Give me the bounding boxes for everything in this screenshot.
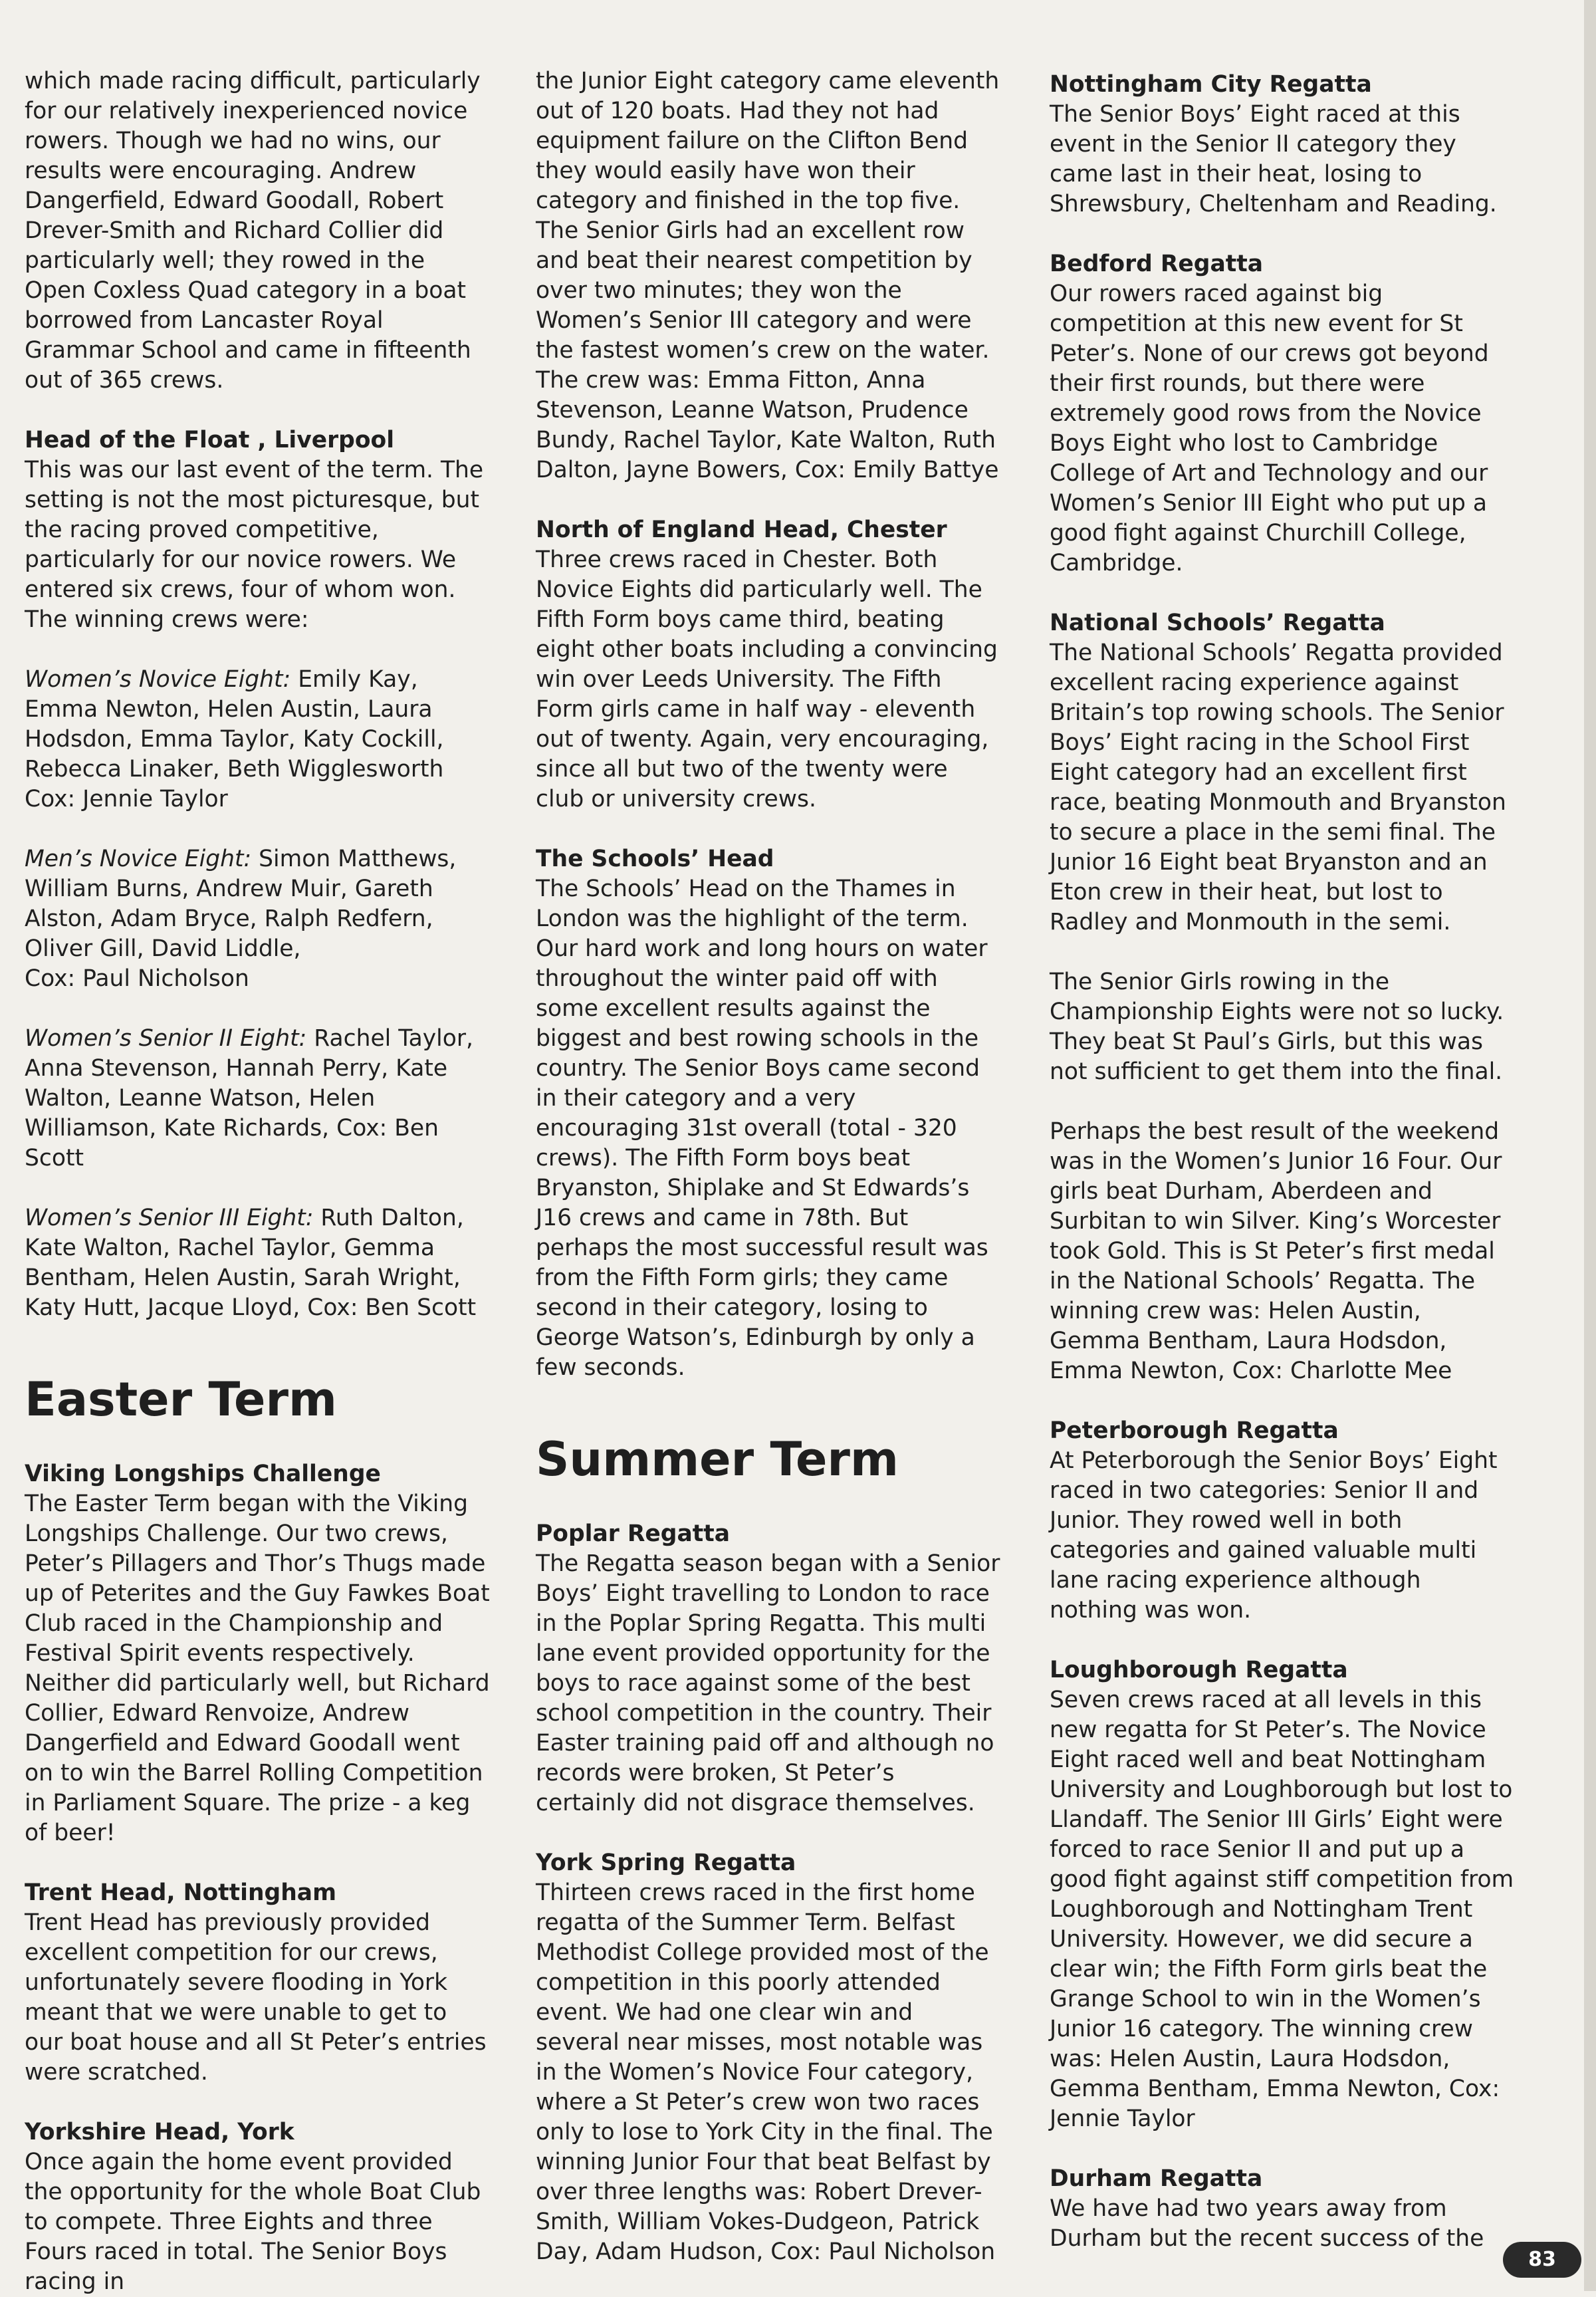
section-heading: Loughborough Regatta xyxy=(1050,1657,1348,1683)
paragraph: At Peterborough the Senior Boys’ Eight raced in two categories: Senior II and Junior. They rowed well in both categories and gained valuable multi lane racing experience although nothing was won. xyxy=(1050,1447,1498,1624)
crew-names: Simon Matthews, William Burns, Andrew Muir, Gareth Alston, Adam Bryce, Ralph Redfern, Oliver Gill, David Liddle, xyxy=(25,846,457,962)
paragraph: The Regatta season began with a Senior Boys’ Eight travelling to London to race in the Poplar Spring Regatta. This multi lane event provided opportunity for the boys to race against some of the best school competition in the country. Their Easter training paid off and although no records were broken, St Peter’s certainly did not disgrace themselves. xyxy=(536,1550,1000,1816)
paragraph: Once again the home event provided the opportunity for the whole Boat Club to compete. Three Eights and three Fours raced in total. The Senior Boys racing in xyxy=(25,2149,481,2295)
crew-label: Women’s Senior II Eight: xyxy=(25,1025,307,1052)
crew-cox: Cox: Paul Nicholson xyxy=(25,965,249,992)
crew-entry xyxy=(25,1024,490,1173)
section-heading: Viking Longships Challenge xyxy=(25,1461,381,1487)
crew-cox: Cox: Jennie Taylor xyxy=(25,786,228,812)
paragraph: The Easter Term began with the Viking Longships Challenge. Our two crews, Peter’s Pillagers and Thor’s Thugs made up of Peterites and the Guy Fawkes Boat Club raced in the Championship and Festival Spirit events respectively. Neither did particularly well, but Richard Collier, Edward Renvoize, Andrew Dangerfield and Edward Goodall went on to win the Barrel Rolling Competition in Parliament Square. The prize - a keg of beer! xyxy=(25,1491,490,1846)
paragraph: The Senior Girls rowing in the Championship Eights were not so lucky. They beat St Paul’s Girls, but this was not sufficient to get them into the final. xyxy=(1050,969,1504,1085)
column-right xyxy=(1050,70,1515,2254)
paragraph: Perhaps the best result of the weekend was in the Women’s Junior 16 Four. Our girls beat Durham, Aberdeen and Surbitan to win Silver. King’s Worcester took Gold. This is St Peter’s first medal in the National Schools’ Regatta. The winning crew was: Helen Austin, Gemma Bentham, Laura Hodsdon, Emma Newton, Cox: Charlotte Mee xyxy=(1050,1118,1502,1384)
paragraph: The Schools’ Head on the Thames in London was the highlight of the term. Our hard work and long hours on water throughout the winter paid off with some excellent results against the biggest and best rowing schools in the country. The Senior Boys came second in their category and a very encouraging 31st overall (total - 320 crews). The Fifth Form boys beat Bryanston, Shiplake and St Edwards’s J16 crews and came in 78th. But perhaps the most successful result was from the Fifth Form girls; they came second in their category, losing to George Watson’s, Edinburgh by only a few seconds. xyxy=(536,876,988,1381)
section-heading: Bedford Regatta xyxy=(1050,251,1264,277)
crew-label: Women’s Novice Eight: xyxy=(25,666,291,693)
section-heading: York Spring Regatta xyxy=(536,1850,796,1876)
crew-label: Women’s Senior III Eight: xyxy=(25,1205,314,1231)
section-heading: Yorkshire Head, York xyxy=(25,2119,294,2145)
crew-names: Emily Kay, Emma Newton, Helen Austin, Laura Hodsdon, Emma Taylor, Katy Cockill, Rebecca Linaker, Beth Wigglesworth xyxy=(25,666,444,783)
section-heading: Trent Head, Nottingham xyxy=(25,1879,337,1906)
column-middle xyxy=(536,66,1001,2267)
paragraph: The Senior Boys’ Eight raced at this event in the Senior II category they came last in their heat, losing to Shrewsbury, Cheltenham and Reading. xyxy=(1050,101,1497,217)
paragraph: This was our last event of the term. The setting is not the most picturesque, but the racing proved competitive, particularly for our novice rowers. We entered six crews, four of whom won. The winning crews were: xyxy=(25,457,484,633)
crew-entry xyxy=(25,844,490,994)
crew-entry xyxy=(25,1203,490,1323)
paragraph: The National Schools’ Regatta provided excellent racing experience against Britain’s top rowing schools. The Senior Boys’ Eight racing in the School First Eight category had an excellent first race, beating Monmouth and Bryanston to secure a place in the semi final. The Junior 16 Eight beat Bryanston and an Eton crew in their heat, but lost to Radley and Monmouth in the semi. xyxy=(1050,640,1506,935)
crew-label: Men’s Novice Eight: xyxy=(25,846,252,872)
crew-names: Ruth Dalton, Kate Walton, Rachel Taylor, Gemma Bentham, Helen Austin, Sarah Wright, Katy Hutt, Jacque Lloyd, Cox: Ben Scott xyxy=(25,1205,477,1321)
term-heading: Easter Term xyxy=(25,1372,337,1427)
section-heading: Peterborough Regatta xyxy=(1050,1417,1339,1444)
section-heading: The Schools’ Head xyxy=(536,846,774,872)
paragraph: the Junior Eight category came eleventh out of 120 boats. Had they not had equipment failure on the Clifton Bend they would easily have won their category and finished in the top five. The Senior Girls had an excellent row and beat their nearest competition by over two minutes; they won the Women’s Senior III category and were the fastest women’s crew on the water. The crew was: Emma Fitton, Anna Stevenson, Leanne Watson, Prudence Bundy, Rachel Taylor, Kate Walton, Ruth Dalton, Jayne Bowers, Cox: Emily Battye xyxy=(536,68,1000,483)
section-heading: Nottingham City Regatta xyxy=(1050,71,1372,98)
crew-entry xyxy=(25,665,490,814)
paragraph: Our rowers raced against big competition at this new event for St Peter’s. None of our crews got beyond their first rounds, but there were extremely good rows from the Novice Boys Eight who lost to Cambridge College of Art and Technology and our Women’s Senior III Eight who put up a good fight against Churchill College, Cambridge. xyxy=(1050,281,1489,576)
crew-names: Rachel Taylor, Anna Stevenson, Hannah Perry, Kate Walton, Leanne Watson, Helen Williamson, Kate Richards, Cox: Ben Scott xyxy=(25,1025,473,1171)
paragraph: Trent Head has previously provided excellent competition for our crews, unfortunately severe flooding in York meant that we were unable to get to our boat house and all St Peter’s entries were scratched. xyxy=(25,1909,487,2086)
column-left xyxy=(25,66,490,2297)
page-edge xyxy=(1584,0,1596,2291)
section-heading: Poplar Regatta xyxy=(536,1520,731,1547)
paragraph: Thirteen crews raced in the first home regatta of the Summer Term. Belfast Methodist College provided most of the competition in this poorly attended event. We had one clear win and several near misses, most notable was in the Women’s Novice Four category, where a St Peter’s crew won two races only to lose to York City in the final. The winning Junior Four that beat Belfast by over three lengths was: Robert Drever-Smith, William Vokes-Dudgeon, Patrick Day, Adam Hudson, Cox: Paul Nicholson xyxy=(536,1879,996,2265)
section-heading: Durham Regatta xyxy=(1050,2165,1263,2192)
paragraph: which made racing difficult, particularly for our relatively inexperienced novice rowers. Though we had no wins, our results were encouraging. Andrew Dangerfield, Edward Goodall, Robert Drever-Smith and Richard Collier did particularly well; they rowed in the Open Coxless Quad category in a boat borrowed from Lancaster Royal Grammar School and came in fifteenth out of 365 crews. xyxy=(25,68,481,394)
section-heading: North of England Head, Chester xyxy=(536,517,947,543)
section-heading: Head of the Float , Liverpool xyxy=(25,427,395,453)
paragraph: We have had two years away from Durham but the recent success of the xyxy=(1050,2195,1484,2252)
paragraph: Seven crews raced at all levels in this new regatta for St Peter’s. The Novice Eight raced well and beat Nottingham University and Loughborough but lost to Llandaff. The Senior III Girls’ Eight were forced to race Senior II and put up a good fight against stiff competition from Loughborough and Nottingham Trent University. However, we did secure a clear win; the Fifth Form girls beat the Grange School to win in the Women’s Junior 16 category. The winning crew was: Helen Austin, Laura Hodsdon, Gemma Bentham, Emma Newton, Cox: Jennie Taylor xyxy=(1050,1687,1514,2132)
paragraph: Three crews raced in Chester. Both Novice Eights did particularly well. The Fifth Form boys came third, beating eight other boats including a convincing win over Leeds University. The Fifth Form girls came in half way - eleventh out of twenty. Again, very encouraging, since all but two of the twenty were club or university crews. xyxy=(536,546,998,812)
page-number: 83 xyxy=(1503,2242,1581,2278)
term-heading: Summer Term xyxy=(536,1432,899,1487)
section-heading: National Schools’ Regatta xyxy=(1050,610,1385,636)
